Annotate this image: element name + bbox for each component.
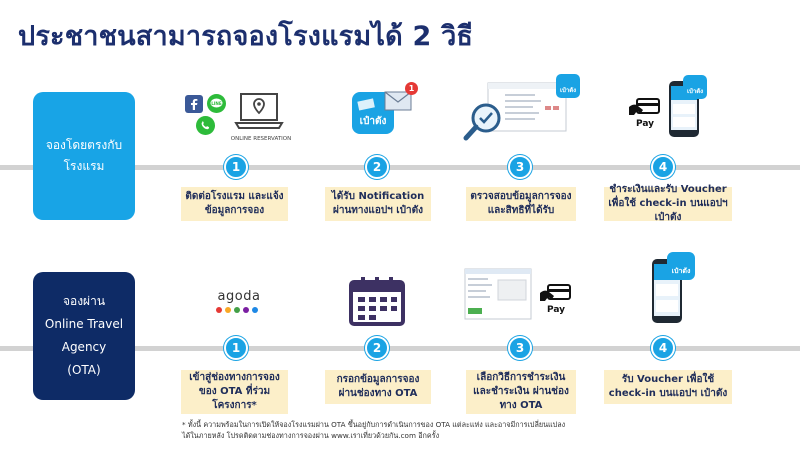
app-icon: เป๋าตัง [667,252,695,280]
line-icon [207,94,226,113]
row-label-line: จองผ่าน [62,294,106,308]
footnote: * ทั้งนี้ ความพร้อมในการเปิดให้จองโรงแรมผ่าน OTA ขึ้นอยู่กับการดำเนินการของ OTA แต่ละแห่ง และอาจมีการเปลี่ยนแปลงได้ในภายหลัง โปรดติดตามช่องทางการจองผ่าน www.เราเที่ยวด้วยกัน.com อีกครั้ง [182,420,566,440]
app-label: เป๋าตัง [359,116,387,127]
row-label-line: โรงแรม [63,159,105,173]
step-number: 2 [365,336,389,360]
facebook-icon [185,95,203,113]
laptop-location-icon [234,90,284,134]
step-description: ตรวจสอบข้อมูลการจอง และสิทธิที่ได้รับ [466,187,576,221]
magnifier-check-icon [462,100,504,142]
app-icon: เป๋าตัง [683,75,707,99]
step-number: 4 [651,155,675,179]
row-label-line: Agency [61,340,107,354]
page-title: ประชาชนสามารถจองโรงแรมได้ 2 วิธี [18,21,474,52]
step-number: 4 [651,336,675,360]
booking-screen-icon [464,268,532,320]
pay-label: Pay [636,119,655,129]
step-description: เข้าสู่ช่องทางการจองของ OTA ที่ร่วมโครงการ* [181,370,288,414]
agoda-logo-text: agoda [217,289,261,304]
notification-badge: 1 [405,82,418,95]
card-pay-icon [538,283,572,319]
calendar-icon [349,276,405,326]
row-label-line: Online Travel [44,317,124,331]
phone-icon [196,116,215,135]
step-number: 1 [224,155,248,179]
step-description: ชำระเงินและรับ Voucher เพื่อใช้ check-in บนแอปฯ เป๋าตัง [604,187,732,221]
step-number: 3 [508,336,532,360]
step-number: 2 [365,155,389,179]
step-description: เลือกวิธีการชำระเงินและชำระเงิน ผ่านช่องทาง OTA [466,370,576,414]
step-description: ได้รับ Notification ผ่านทางแอปฯ เป๋าตัง [325,187,431,221]
agoda-logo [212,289,266,319]
step-number: 1 [224,336,248,360]
pay-label: Pay [547,305,566,315]
row-label-ota [33,272,135,400]
step-description: กรอกข้อมูลการจอง ผ่านช่องทาง OTA [325,370,431,404]
svg-text:LINE: LINE [211,100,222,106]
step-description: รับ Voucher เพื่อใช้ check-in บนแอปฯ เป๋าตัง [604,370,732,404]
step-description: ติดต่อโรงแรม และแจ้งข้อมูลการจอง [181,187,288,221]
app-icon: เป๋าตัง [556,74,580,98]
row-label-line: จองโดยตรงกับ [45,138,123,152]
card-pay-icon [627,97,661,131]
row-label-direct [33,92,135,220]
step-number: 3 [508,155,532,179]
online-reservation-caption: ONLINE RESERVATION [230,136,292,142]
row-label-line: (OTA) [67,363,101,377]
